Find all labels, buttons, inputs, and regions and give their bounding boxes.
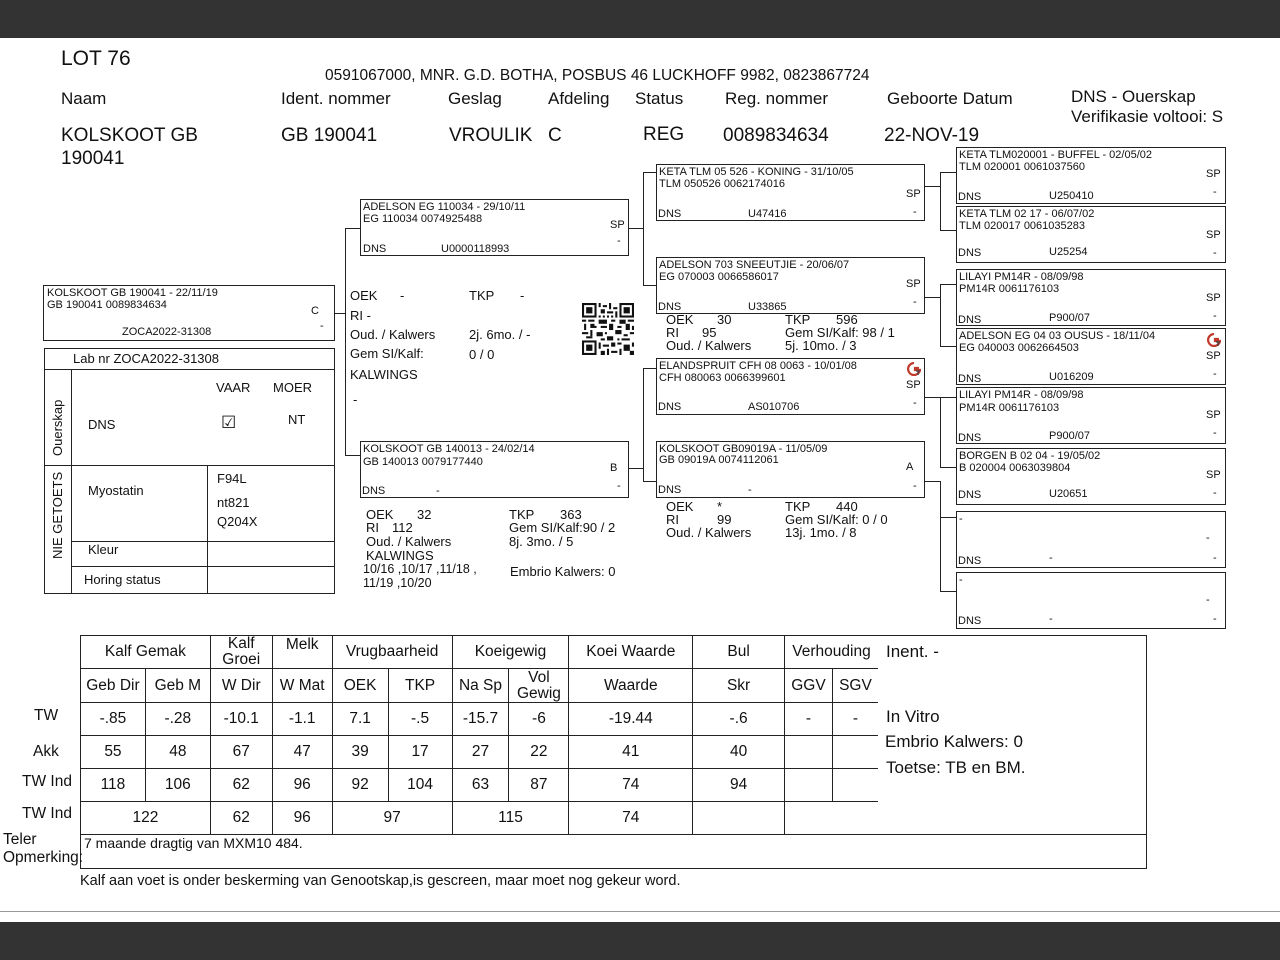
breeding-values-table (80, 635, 879, 835)
col-geb-dir: Geb Dir (81, 669, 146, 703)
col-oek: OEK (332, 669, 388, 703)
dam-kalwings-1: 10/16 ,10/17 ,11/18 , (363, 562, 477, 576)
gp-box-4 (656, 441, 925, 498)
gp2-line1: ADELSON 703 SNEEUTJIE - 20/06/07 (659, 259, 850, 271)
ggp6-dns: DNS (958, 489, 982, 501)
ggp8-line1: - (959, 574, 963, 586)
cell: -.5 (388, 703, 452, 736)
lab-moer: MOER (273, 380, 312, 395)
gt-logo-icon (907, 362, 921, 376)
ggp1-dash: - (1213, 186, 1217, 198)
ggp8-sp: - (1206, 594, 1210, 606)
cell: 22 (509, 736, 569, 769)
gp4-age: 13j. 1mo. / 8 (785, 525, 857, 540)
cell: 74 (569, 802, 693, 835)
cell: -10.1 (210, 703, 272, 736)
cell: 94 (693, 769, 785, 802)
dns-ouerskap: DNS - Ouerskap (1071, 87, 1196, 106)
dam-line1: KOLSKOOT GB 140013 - 24/02/14 (363, 443, 535, 455)
gp2-age: 5j. 10mo. / 3 (785, 338, 857, 353)
gp4-dns: DNS (658, 484, 682, 496)
ggp-box-4 (956, 328, 1226, 385)
row-label-tw-ind: TW Ind (22, 773, 72, 790)
label-afdeling: Afdeling (548, 89, 610, 108)
gp2-ri-value: 95 (702, 325, 717, 340)
cell: 17 (388, 736, 452, 769)
cell: -1.1 (272, 703, 332, 736)
ggp3-dash: - (1213, 310, 1217, 322)
gp4-gem: Gem SI/Kalf: 0 / 0 (785, 512, 888, 527)
gp4-tkp: TKP (785, 499, 811, 514)
in-vitro: In Vitro (886, 707, 940, 726)
ggp8-code: - (1049, 613, 1053, 625)
ggp7-line1: - (959, 513, 963, 525)
gp3-code: AS010706 (748, 401, 800, 413)
ggp1-code: U250410 (1049, 190, 1094, 202)
sub-header-row (81, 669, 879, 703)
dam-tkp-value: 363 (560, 507, 582, 522)
cell: 27 (452, 736, 509, 769)
ggp5-dns: DNS (958, 432, 982, 444)
dam-oud: Oud. / Kalwers (366, 534, 452, 549)
ggp5-code: P900/07 (1049, 430, 1090, 442)
cell: 48 (145, 736, 210, 769)
moer-nt: NT (288, 412, 306, 427)
ggp2-sp: SP (1206, 229, 1221, 241)
ggp2-line2: TLM 020017 0061035283 (959, 220, 1085, 232)
ggp7-dash: - (1213, 552, 1217, 564)
subj-tkp-value: - (520, 288, 525, 303)
side-info-box (878, 635, 1147, 835)
dam-embrio: Embrio Kalwers: 0 (510, 564, 616, 579)
ggp7-sp: - (1206, 532, 1210, 544)
cell: 97 (332, 802, 452, 835)
lab-dns: DNS (88, 417, 116, 432)
lab-vaar: VAAR (216, 380, 251, 395)
cell: 115 (452, 802, 569, 835)
ggp-box-7 (956, 511, 1226, 568)
gp-box-3 (656, 358, 925, 415)
ggp-box-3 (956, 269, 1226, 326)
value-geslag: VROULIK (449, 125, 533, 146)
ggp5-line2: PM14R 0061176103 (959, 402, 1060, 414)
gp3-dns: DNS (658, 401, 682, 413)
cell: 118 (81, 769, 146, 802)
gp2-tkp-value: 596 (836, 312, 858, 327)
gp4-oek: OEK (666, 499, 694, 514)
dam-ri: RI (366, 520, 379, 535)
ggp1-sp: SP (1206, 168, 1221, 180)
divider (0, 911, 1280, 912)
subj-kalwings-dash: - (353, 392, 358, 407)
animal-afdeling: C (311, 305, 319, 317)
sire-dns-code: U0000118993 (441, 243, 510, 255)
lab-box (44, 348, 335, 594)
ggp3-line1: LILAYI PM14R - 08/09/98 (959, 271, 1084, 283)
gp3-sp: SP (906, 379, 921, 391)
gp3-dash: - (913, 397, 917, 409)
dam-dns: DNS (362, 485, 386, 497)
gp4-code: - (748, 484, 752, 496)
group-melk: Melk (272, 636, 332, 669)
myo-q204x: Q204X (217, 514, 258, 529)
ggp4-dns: DNS (958, 373, 982, 385)
vol-gewig-text: Vol Gewig (516, 668, 561, 702)
gp1-code: U47416 (748, 208, 787, 220)
dam-kalwings: KALWINGS (366, 548, 434, 563)
cell: 96 (272, 802, 332, 835)
animal-labnr: ZOCA2022-31308 (122, 326, 212, 338)
cell: 67 (210, 736, 272, 769)
value-naam: KOLSKOOT GB (61, 125, 198, 146)
label-reg: Reg. nommer (725, 89, 828, 108)
dam-dash: - (617, 480, 621, 492)
group-header-row (81, 636, 879, 669)
cell (784, 802, 878, 835)
cell: -15.7 (452, 703, 509, 736)
col-sgv: SGV (832, 669, 878, 703)
ggp4-code: U016209 (1049, 371, 1094, 383)
subj-oud: Oud. / Kalwers (350, 327, 436, 342)
gp-box-1 (656, 164, 925, 221)
gp4-oud: Oud. / Kalwers (666, 525, 752, 540)
ggp1-line2: TLM 020001 0061037560 (959, 161, 1085, 173)
dam-gem: Gem SI/Kalf:90 / 2 (509, 520, 616, 535)
cell: -6 (509, 703, 569, 736)
row-label-tw-ind-2: TW Ind (22, 805, 72, 822)
cell: - (832, 703, 878, 736)
cell (784, 736, 832, 769)
col-geb-m: Geb M (145, 669, 210, 703)
ggp2-code: U25254 (1049, 246, 1088, 258)
cell: 7.1 (332, 703, 388, 736)
qr-code-icon (581, 303, 635, 355)
cell: 122 (81, 802, 211, 835)
label-geboorte: Geboorte Datum (887, 89, 1013, 108)
ggp7-dns: DNS (958, 555, 982, 567)
teler-label: Teler (3, 831, 37, 848)
myo-nt821: nt821 (217, 495, 250, 510)
sire-dash: - (617, 235, 621, 247)
dam-dns-code: - (436, 485, 440, 497)
sire-line2: EG 110034 0074925488 (363, 213, 483, 225)
footer-note: Kalf aan voet is onder beskerming van Genootskap,is gescreen, maar moet nog gekeur word. (80, 873, 681, 889)
animal-line2: GB 190041 0089834634 (47, 299, 167, 311)
animal-line1: KOLSKOOT GB 190041 - 22/11/19 (47, 287, 218, 299)
cell (693, 802, 785, 835)
gp2-dash: - (913, 296, 917, 308)
dam-oek: OEK (366, 507, 394, 522)
sire-box (360, 199, 629, 256)
toetse: Toetse: TB en BM. (886, 758, 1026, 777)
dam-ri-value: 112 (392, 520, 413, 535)
ggp1-line1: KETA TLM020001 - BUFFEL - 02/05/02 (959, 149, 1153, 161)
row-tw (81, 703, 879, 736)
cell (784, 769, 832, 802)
ggp3-sp: SP (1206, 292, 1221, 304)
subj-kalwings: KALWINGS (350, 367, 418, 382)
col-ggv: GGV (784, 669, 832, 703)
cell (832, 769, 878, 802)
gp4-tkp-value: 440 (836, 499, 858, 514)
cell: 39 (332, 736, 388, 769)
row-akk (81, 736, 879, 769)
opmerking-label: Opmerking: (3, 849, 84, 866)
value-reg: 0089834634 (723, 125, 829, 146)
animal-box (43, 285, 335, 341)
verifikasie: Verifikasie voltooi: S (1071, 107, 1224, 126)
dam-b: B (610, 462, 618, 474)
ggp6-dash: - (1213, 487, 1217, 499)
remark-text: 7 maande dragtig van MXM10 484. (84, 835, 303, 851)
gp3-line1: ELANDSPRUIT CFH 08 0063 - 10/01/08 (659, 360, 857, 372)
gp2-oek: OEK (666, 312, 694, 327)
col-vol-gewig (509, 669, 569, 703)
col-waarde: Waarde (569, 669, 693, 703)
cell: -.6 (693, 703, 785, 736)
label-status: Status (635, 89, 684, 108)
cell: 106 (145, 769, 210, 802)
value-afdeling: C (548, 125, 562, 146)
myo-f94l: F94L (217, 471, 247, 486)
ggp-box-8 (956, 572, 1226, 629)
top-bar (0, 0, 1280, 38)
group-bul: Bul (693, 636, 785, 669)
col-tkp: TKP (388, 669, 452, 703)
cell: 104 (388, 769, 452, 802)
gp1-line2: TLM 050526 0062174016 (659, 178, 785, 190)
ggp4-line2: EG 040003 0062664503 (959, 342, 1079, 354)
ggp8-dns: DNS (958, 615, 982, 627)
ggp6-sp: SP (1206, 469, 1221, 481)
ggp3-line2: PM14R 0061176103 (959, 283, 1060, 295)
value-geboorte: 22-NOV-19 (884, 125, 980, 146)
subj-gem: Gem SI/Kalf: (350, 346, 424, 361)
cell: 41 (569, 736, 693, 769)
cell: 47 (272, 736, 332, 769)
label-ident: Ident. nommer (281, 89, 391, 108)
ggp2-dns: DNS (958, 247, 982, 259)
cell: - (784, 703, 832, 736)
value-status: REG (643, 124, 685, 145)
remarks-box (80, 834, 1147, 869)
ggp4-line1: ADELSON EG 04 03 OUSUS - 18/11/04 (959, 330, 1156, 342)
gp1-dns: DNS (658, 208, 682, 220)
ggp5-dash: - (1213, 427, 1217, 439)
ggp-box-2 (956, 206, 1226, 263)
gp2-oek-value: 30 (717, 312, 732, 327)
cell: 40 (693, 736, 785, 769)
cell: 63 (452, 769, 509, 802)
owner-line: 0591067000, MNR. G.D. BOTHA, POSBUS 46 LUCKHOFF 9982, 0823867724 (325, 67, 870, 84)
gp1-sp: SP (906, 188, 921, 200)
animal-dash: - (320, 320, 324, 332)
group-kalf-groei (210, 636, 272, 669)
bottom-bar (0, 922, 1280, 960)
subj-oek-value: - (400, 288, 405, 303)
gp4-a: A (906, 461, 914, 473)
inent: Inent. - (886, 642, 939, 661)
gp2-code: U33865 (748, 301, 787, 313)
col-skr: Skr (693, 669, 785, 703)
col-na-sp: Na Sp (452, 669, 509, 703)
cell: -.85 (81, 703, 146, 736)
cell: 87 (509, 769, 569, 802)
ggp3-code: P900/07 (1049, 312, 1090, 324)
dam-kalwings-2: 11/19 ,10/20 (363, 576, 432, 590)
label-geslag: Geslag (448, 89, 502, 108)
gp2-dns: DNS (658, 301, 682, 313)
group-vrugbaarheid: Vrugbaarheid (332, 636, 452, 669)
ggp2-line1: KETA TLM 02 17 - 06/07/02 (959, 208, 1095, 220)
embrio-kalwers: Embrio Kalwers: 0 (885, 732, 1023, 751)
ggp1-dns: DNS (958, 191, 982, 203)
horing-label: Horing status (84, 572, 161, 587)
label-naam: Naam (61, 89, 107, 108)
gp2-line2: EG 070003 0066586017 (659, 271, 779, 283)
kalf-groei-text: Kalf Groei (222, 635, 261, 668)
cell: 96 (272, 769, 332, 802)
dam-tkp: TKP (509, 507, 535, 522)
gp2-oud: Oud. / Kalwers (666, 338, 752, 353)
dam-line2: GB 140013 0079177440 (363, 456, 483, 468)
cell: -19.44 (569, 703, 693, 736)
ggp4-dash: - (1213, 368, 1217, 380)
dam-oek-value: 32 (417, 507, 432, 522)
subj-tkp: TKP (469, 288, 495, 303)
gp2-tkp: TKP (785, 312, 811, 327)
gp2-gem: Gem SI/Kalf: 98 / 1 (785, 325, 895, 340)
subj-ri: RI - (350, 308, 371, 323)
gp4-ri-value: 99 (717, 512, 732, 527)
gp4-line1: KOLSKOOT GB09019A - 11/05/09 (659, 443, 828, 455)
ggp2-dash: - (1213, 247, 1217, 259)
dam-age: 8j. 3mo. / 5 (509, 534, 574, 549)
nie-getoets-label: NIE GETOETS (50, 471, 65, 559)
gp4-line2: GB 09019A 0074112061 (659, 454, 779, 466)
ggp-box-6 (956, 448, 1226, 505)
col-w-dir: W Dir (210, 669, 272, 703)
sire-line1: ADELSON EG 110034 - 29/10/11 (363, 201, 526, 213)
dam-box (360, 441, 629, 498)
ggp4-sp: SP (1206, 350, 1221, 362)
gp2-ri: RI (666, 325, 679, 340)
gp1-line1: KETA TLM 05 526 - KONING - 31/10/05 (659, 166, 854, 178)
gt-logo-icon (1207, 333, 1221, 347)
ggp6-line1: BORGEN B 02 04 - 19/05/02 (959, 450, 1101, 462)
row-label-tw: TW (34, 707, 59, 724)
cell: 55 (81, 736, 146, 769)
ggp5-sp: SP (1206, 409, 1221, 421)
gp3-line2: CFH 080063 0066399601 (659, 372, 786, 384)
lot-number: LOT 76 (61, 47, 131, 70)
gp4-dash: - (913, 480, 917, 492)
row-tw-ind-2 (81, 802, 879, 835)
ggp6-code: U20651 (1049, 488, 1088, 500)
ggp-box-5 (956, 387, 1226, 444)
group-koeigewig: Koeigewig (452, 636, 569, 669)
sire-sp: SP (610, 219, 625, 231)
ggp7-code: - (1049, 552, 1053, 564)
value-naam-2: 190041 (61, 148, 125, 169)
value-ident: GB 190041 (281, 125, 378, 146)
sire-dns: DNS (363, 243, 387, 255)
ggp-box-1 (956, 147, 1226, 204)
subj-oek: OEK (350, 288, 378, 303)
group-koei-waarde: Koei Waarde (569, 636, 693, 669)
vaar-check-icon: ☑ (221, 413, 237, 432)
ggp6-line2: B 020004 0063039804 (959, 462, 1071, 474)
cell: -.28 (145, 703, 210, 736)
group-verhouding: Verhouding (784, 636, 878, 669)
cell: 92 (332, 769, 388, 802)
cell: 62 (210, 802, 272, 835)
ggp8-dash: - (1213, 613, 1217, 625)
group-kalf-gemak: Kalf Gemak (81, 636, 211, 669)
gp4-ri: RI (666, 512, 679, 527)
lab-nr: Lab nr ZOCA2022-31308 (73, 351, 219, 366)
cell: 74 (569, 769, 693, 802)
gp-box-2 (656, 257, 925, 314)
ouerskap-label: Ouerskap (50, 399, 65, 456)
col-w-mat: W Mat (272, 669, 332, 703)
cell: 62 (210, 769, 272, 802)
myostatin-label: Myostatin (88, 483, 144, 498)
row-label-akk: Akk (33, 743, 59, 760)
gp2-sp: SP (906, 278, 921, 290)
gp4-oek-value: * (717, 499, 723, 514)
subj-oud-value: 2j. 6mo. / - (469, 327, 531, 342)
gp1-dash: - (913, 206, 917, 218)
ggp3-dns: DNS (958, 314, 982, 326)
row-tw-ind (81, 769, 879, 802)
ggp5-line1: LILAYI PM14R - 08/09/98 (959, 389, 1084, 401)
subj-gem-value: 0 / 0 (469, 347, 495, 362)
kleur-label: Kleur (88, 542, 119, 557)
cell (832, 736, 878, 769)
